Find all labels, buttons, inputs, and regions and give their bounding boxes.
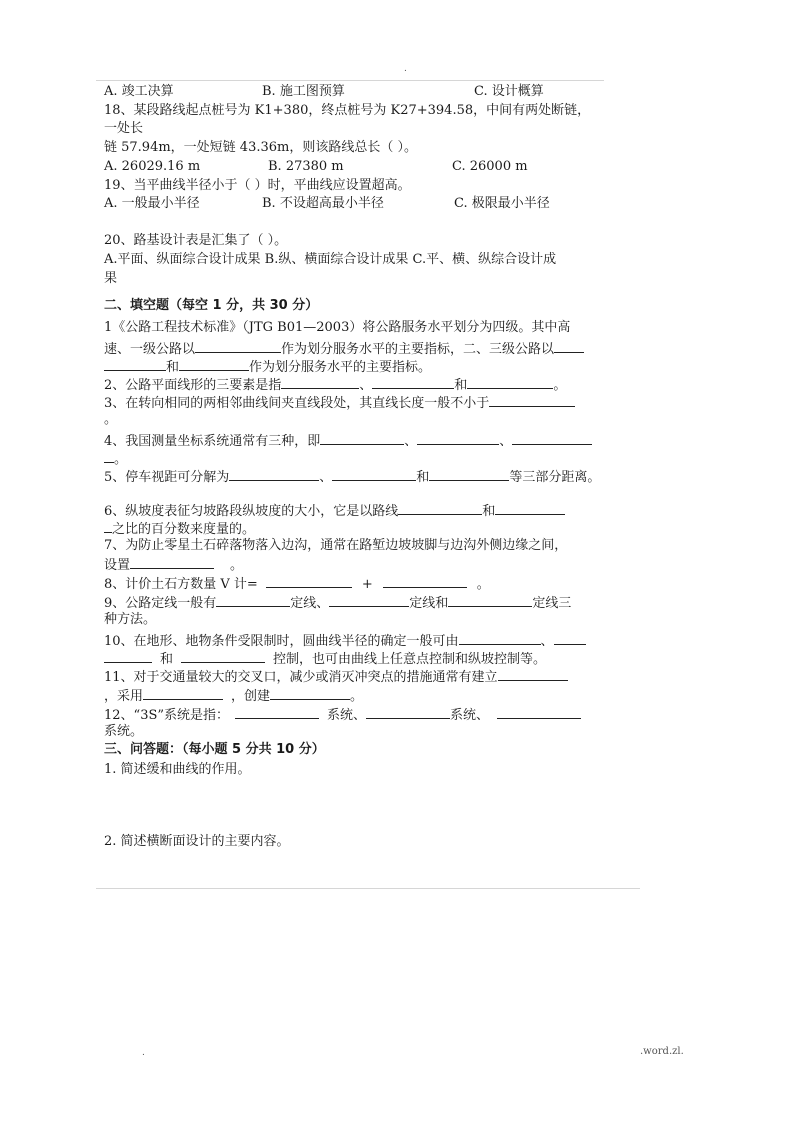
header-dot: .: [404, 64, 407, 74]
q18-stem-3: 链 57.94m，一处短链 43.36m，则该路线总长（ ）。: [104, 140, 417, 155]
fill-blank[interactable]: [195, 340, 281, 353]
bottom-rule: [96, 888, 640, 889]
fill-blank[interactable]: [332, 468, 416, 481]
s2-q10-line2: [104, 650, 546, 668]
s2-q6-a: 6、纵坡度表征匀坡路段纵坡度的大小，它是以路线: [104, 504, 399, 519]
q20-stem: 20、路基设计表是汇集了（ ）。: [104, 233, 288, 248]
q19-stem: 19、当平曲线半径小于（ ）时，平曲线应设置超高。: [104, 178, 411, 193]
q19-option-c: C. 极限最小半径: [454, 196, 550, 211]
q17-option-a: A. 竣工决算: [104, 84, 174, 99]
s2-q11-d: 。: [350, 689, 364, 704]
section2-title: 二、填空题（每空 1 分，共 30 分）: [104, 298, 319, 313]
s2-q1-line3-a: 和: [166, 360, 180, 375]
s2-q11-c: ，创建: [231, 689, 271, 704]
s2-q2-c: 和: [454, 378, 468, 393]
s2-q9-d: 定线三: [532, 596, 572, 611]
s2-q1-line3-b: 作为划分服务水平的主要指标。: [249, 360, 432, 375]
fill-blank[interactable]: [497, 706, 581, 719]
s2-q11-line2: [104, 687, 363, 705]
fill-blank[interactable]: [270, 687, 350, 700]
s2-q7-line1: 7、为防止零星土石碎落物落入边沟，通常在路堑边坡坡脚与边沟外侧边缘之间，: [104, 538, 568, 553]
s2-q2-b: 、: [359, 378, 373, 393]
fill-blank[interactable]: [417, 432, 499, 445]
s2-q5-c: 和: [416, 470, 430, 485]
fill-blank[interactable]: [383, 575, 467, 588]
fill-blank[interactable]: [281, 376, 359, 389]
footer-dot: .: [142, 1048, 145, 1058]
s2-q4-b: 、: [404, 434, 418, 449]
s2-q3: [104, 394, 575, 412]
q20-options: A.平面、纵面综合设计成果 B.纵、横面综合设计成果 C.平、横、纵综合设计成: [104, 252, 557, 267]
s2-q11-line1: [104, 668, 568, 686]
fill-blank[interactable]: [229, 468, 319, 481]
fill-blank[interactable]: [235, 706, 319, 719]
section3-title: 三、问答题：（每小题 5 分共 10 分）: [104, 742, 325, 757]
q18-option-c: C. 26000 m: [452, 159, 528, 174]
s2-q12-a: 12、“3S”系统是指：: [104, 708, 230, 723]
fill-blank[interactable]: [266, 575, 352, 588]
q19-option-a: A. 一般最小半径: [104, 196, 200, 211]
s2-q6-b: 和: [482, 504, 496, 519]
fill-blank[interactable]: [181, 650, 265, 663]
s2-q6-line2-text: 之比的百分数来度量的。: [112, 522, 256, 537]
s2-q5: [104, 468, 600, 486]
fill-blank[interactable]: [489, 394, 575, 407]
s2-q2-a: 2、公路平面线形的三要素是指: [104, 378, 282, 393]
s2-q11-a: 11、对于交通量较大的交叉口，减少或消灭冲突点的措施通常有建立: [104, 670, 498, 685]
s2-q8-a: 8、计价土石方数量 V 计=: [104, 577, 258, 592]
fill-blank[interactable]: [104, 520, 112, 533]
s2-q8: [104, 575, 490, 593]
q17-option-b: B. 施工图预算: [262, 84, 345, 99]
fill-blank[interactable]: [495, 502, 565, 515]
s2-q8-c: 。: [476, 577, 490, 592]
fill-blank[interactable]: [366, 706, 450, 719]
s2-q1-line2-a: 速、一级公路以: [104, 342, 196, 357]
fill-blank[interactable]: [104, 358, 166, 371]
s2-q12-c: 系统、: [450, 708, 490, 723]
q18-stem-1: 18、某段路线起点桩号为 K1+380，终点桩号为 K27+394.58，中间有两处断链，: [104, 103, 591, 118]
s2-q4: [104, 432, 592, 450]
top-rule: [96, 80, 604, 81]
fill-blank[interactable]: [429, 468, 509, 481]
fill-blank[interactable]: [459, 632, 541, 645]
q19-option-b: B. 不设超高最小半径: [262, 196, 384, 211]
fill-blank[interactable]: [554, 340, 584, 353]
fill-blank[interactable]: [512, 432, 592, 445]
s2-q10-sep: 、: [540, 634, 554, 649]
fill-blank[interactable]: [320, 432, 404, 445]
s2-q1-line1: 1《公路工程技术标准》（JTG B01—2003）将公路服务水平划分为四级。其中高: [104, 320, 571, 335]
s3-q2: 2. 简述横断面设计的主要内容。: [104, 834, 290, 849]
s2-q5-d: 等三部分距离。: [509, 470, 601, 485]
fill-blank[interactable]: [329, 594, 409, 607]
fill-blank[interactable]: [130, 556, 214, 569]
s2-q1-line2-b: 作为划分服务水平的主要指标，二、三级公路以: [281, 342, 555, 357]
s2-q5-b: 、: [319, 470, 333, 485]
fill-blank[interactable]: [467, 376, 553, 389]
s3-q1: 1. 简述缓和曲线的作用。: [104, 762, 251, 777]
s2-q8-b: +: [361, 577, 373, 592]
s2-q9: [104, 594, 571, 612]
s2-q10-a: 10、在地形、地物条件受限制时，圆曲线半径的确定一般可由: [104, 634, 459, 649]
fill-blank[interactable]: [104, 650, 152, 663]
fill-blank[interactable]: [448, 594, 532, 607]
s2-q4-a: 4、我国测量坐标系统通常有三种，即: [104, 434, 321, 449]
q17-option-c: C. 设计概算: [474, 84, 544, 99]
s2-q7-b: 。: [230, 558, 244, 573]
s2-q1-line2: [104, 340, 584, 358]
s2-q5-a: 5、停车视距可分解为: [104, 470, 230, 485]
s2-q7-a: 设置: [104, 558, 131, 573]
q18-option-a: A. 26029.16 m: [104, 159, 201, 174]
s2-q6: [104, 502, 565, 520]
s2-q12-line2: 系统。: [104, 724, 144, 739]
s2-q9-c: 定线和: [409, 596, 449, 611]
s2-q6-line2: [104, 520, 255, 538]
s2-q9-b: 定线、: [290, 596, 330, 611]
s2-q7-line2: [104, 556, 243, 574]
footer-text: .word.zl.: [640, 1046, 684, 1057]
q20-options-tail: 果: [104, 271, 118, 286]
s2-q10-line1: [104, 632, 586, 650]
s2-q9-line2: 种方法。: [104, 612, 157, 627]
q18-stem-2: 一处长: [104, 121, 144, 136]
fill-blank[interactable]: [216, 594, 290, 607]
s2-q3-end: 。: [104, 412, 118, 427]
s2-q1-line3: [104, 358, 431, 376]
q18-option-b: B. 27380 m: [268, 159, 344, 174]
s2-q9-a: 9、公路定线一般有: [104, 596, 217, 611]
s2-q12-b: 系统、: [327, 708, 367, 723]
fill-blank[interactable]: [104, 450, 114, 463]
fill-blank[interactable]: [554, 632, 586, 645]
s2-q3-text: 3、在转向相同的两相邻曲线间夹直线段处，其直线长度一般不小于: [104, 396, 490, 411]
s2-q12: [104, 706, 581, 724]
fill-blank[interactable]: [179, 358, 249, 371]
s2-q4-c: 、: [499, 434, 513, 449]
s2-q4-end: [104, 450, 127, 468]
fill-blank[interactable]: [143, 687, 223, 700]
s2-q4-end-text: 。: [114, 452, 128, 467]
fill-blank[interactable]: [398, 502, 482, 515]
fill-blank[interactable]: [498, 668, 568, 681]
s2-q2-d: 。: [553, 378, 567, 393]
s2-q10-b: 和: [160, 652, 174, 667]
s2-q11-b: ，采用: [104, 689, 144, 704]
fill-blank[interactable]: [372, 376, 454, 389]
s2-q10-c: 控制，也可由曲线上任意点控制和纵坡控制等。: [273, 652, 547, 667]
s2-q2: [104, 376, 566, 394]
